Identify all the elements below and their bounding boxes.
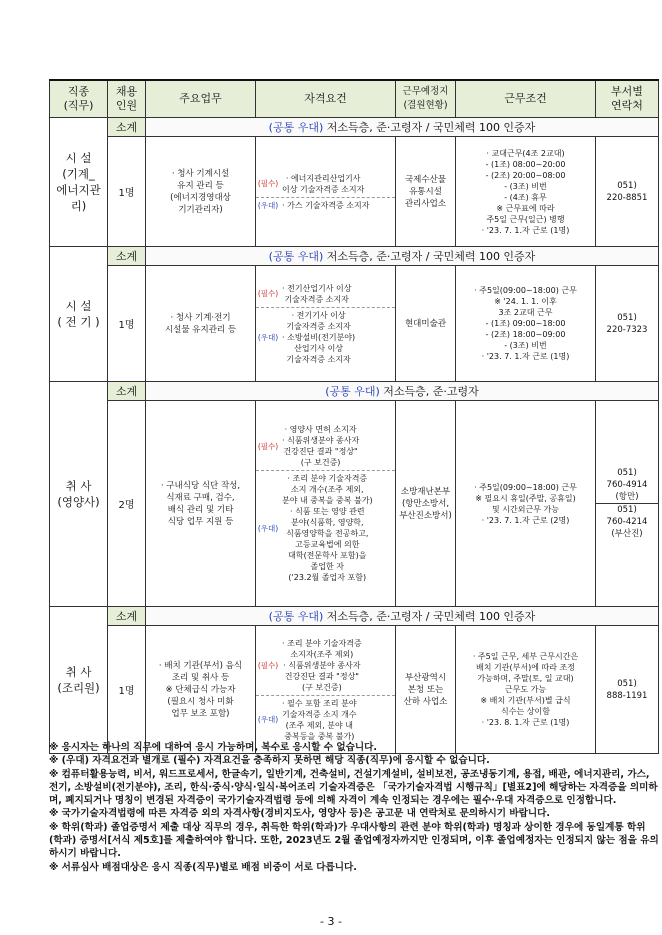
qualifications bbox=[256, 401, 396, 607]
work-location: 현대미술관 bbox=[396, 266, 456, 382]
preference-highlight: (공통 우대) bbox=[268, 250, 324, 263]
qualification-type: (필수) bbox=[257, 441, 279, 451]
job-name: 취 사 (조리원) bbox=[50, 607, 108, 754]
department-contact bbox=[596, 266, 659, 382]
contact-number: 051) 220-8851 bbox=[606, 180, 648, 203]
subtotal-label: 소계 bbox=[108, 607, 146, 626]
job-detail-row bbox=[50, 626, 659, 754]
headcount: 1명 bbox=[108, 266, 146, 382]
work-conditions: · 주5일(09:00~18:00) 근무 ※ '24. 1. 1. 이후 3조 2교대 근무 - (1조) 09:00~18:00 - (2조) 18:00~09:00 - (3조) 비번 · '23. 7. 1.자 근로 (1명) bbox=[456, 266, 596, 382]
preference-text: 저소득층, 준·고령자 / 국민체력 100 인증자 bbox=[323, 250, 536, 263]
preference-text: 저소득층, 준·고령자 / 국민체력 100 인증자 bbox=[323, 121, 536, 134]
header-contact: 부서별 연락처 bbox=[596, 80, 659, 118]
work-conditions: · 주5일(09:00~18:00) 근무 ※ 필요시 휴일(주말, 공휴일) 및 시간외근무 가능 · '23. 7. 1.자 근로 (2명) bbox=[456, 401, 596, 607]
notes-block bbox=[49, 741, 659, 874]
qualification-type: (우대) bbox=[257, 523, 279, 533]
qualification-text: · 영양사 면허 소지자 · 식품위생분야 종사자 건강진단 결과 "정상" (구 보건증) bbox=[282, 425, 360, 467]
job-detail-row bbox=[50, 137, 659, 247]
qualification-text: · 전기기사 이상 기술자격증 소지자 · 소방설비(전기분야) 산업기사 이상 기술자격증 소지자 bbox=[282, 310, 356, 364]
qualifications bbox=[256, 626, 396, 754]
subtotal-label: 소계 bbox=[108, 382, 146, 401]
subtotal-row bbox=[50, 247, 659, 266]
common-preference bbox=[146, 382, 659, 401]
preference-highlight: (공통 우대) bbox=[268, 610, 324, 623]
preference-text: 저소득층, 준·고령자 bbox=[379, 385, 479, 398]
preference-highlight: (공통 우대) bbox=[268, 121, 324, 134]
preference-highlight: (공통 우대) bbox=[325, 385, 380, 398]
qualification-type: (우대) bbox=[257, 200, 279, 210]
qualification-text: · 조리 분야 기술자격증 소지 개수(조주 제외, 분야 내 중복을 중복 불가) · 식품 또는 영양 관련 분야(식품학, 영양학, 식품영양학을 전공하고, 고등교육법에 의한 대학(전문학사 포함)을 졸업한 자 ('23.2월 졸업자 포함) bbox=[282, 474, 373, 582]
qualification-text: · 에너지관리산업기사 이상 기술자격증 소지자 bbox=[282, 173, 365, 194]
qualification-item bbox=[256, 471, 395, 585]
qualification-item bbox=[256, 198, 395, 213]
header-job: 직종 (직무) bbox=[50, 80, 108, 118]
main-duty: · 구내식당 식단 작성, 식재료 구매, 검수, 배식 관리 및 기타 식당 업무 지원 등 bbox=[146, 401, 256, 607]
qualification-item bbox=[256, 636, 395, 696]
job-name: 시 설 (기계_ 에너지관리) bbox=[50, 118, 108, 247]
department-contact bbox=[596, 401, 659, 607]
common-preference bbox=[146, 607, 659, 626]
note-item: ※ 컴퓨터활용능력, 비서, 워드프로세서, 한글속기, 일반기계, 건축설비, 건설기계설비, 설비보전, 공조냉동기계, 용접, 배관, 에너지관리, 가스, 전기, 소방설비(전기분야), 조리, 한식·중식·양식·일식·복어조리 기술자격증은 「국가기술자격법 시행규칙」[별표2]에 해당하는 자격증을 의미하며, 폐지되거나 명칭이 변경된 자격증이 국가기술자격법령 등에 의해 자격이 계속 인정되는 경우에는 필수·우대 자격증으로 인정합니다. bbox=[49, 768, 658, 807]
header-qual: 자격요건 bbox=[256, 80, 396, 118]
contact-number: 051) 220-7323 bbox=[606, 312, 648, 335]
work-conditions: · 교대근무(4조 2교대) - (1조) 08:00~20:00 - (2조) 20:00~08:00 - (3조) 비번 - (4조) 휴무 ※ 근무표에 따라 주5일 근무(일근) 병행 · '23. 7. 1.자 근로 (1명) bbox=[456, 137, 596, 247]
qualifications bbox=[256, 137, 396, 247]
header-condition: 근무조건 bbox=[456, 80, 596, 118]
header-duty: 주요업무 bbox=[146, 80, 256, 118]
subtotal-label: 소계 bbox=[108, 247, 146, 266]
work-conditions: · 주5일 근무, 세부 근무시간은 배치 기관(부서)에 따라 조정 가능하며, 주말(토, 일 교대) 근무도 가능 ※ 배치 기관(부서)별 급식 식수는 상이함 · '23. 8. 1.자 근로 (1명) bbox=[456, 626, 596, 754]
work-location: 부산광역시 본청 또는 산하 사업소 bbox=[396, 626, 456, 754]
qualification-type: (필수) bbox=[257, 660, 279, 670]
qualification-type: (우대) bbox=[257, 332, 279, 342]
job-detail-row bbox=[50, 401, 659, 607]
job-detail-row bbox=[50, 266, 659, 382]
job-name: 취 사 (영양사) bbox=[50, 382, 108, 607]
common-preference bbox=[146, 118, 659, 137]
headcount: 2명 bbox=[108, 401, 146, 607]
headcount: 1명 bbox=[108, 626, 146, 754]
job-table bbox=[49, 79, 659, 754]
main-duty: · 배치 기관(부서) 음식 조리 및 취사 등 ※ 단체급식 가능자 (필요시 청사 미화 업무 보조 포함) bbox=[146, 626, 256, 754]
note-item: ※ (우대) 자격요건과 별개로 (필수) 자격요건을 충족하지 못하면 해당 직종(직무)에 응시할 수 없습니다. bbox=[49, 755, 490, 767]
department-contact bbox=[596, 626, 659, 754]
headcount: 1명 bbox=[108, 137, 146, 247]
qualification-text: · 가스 기술자격증 소지자 bbox=[282, 200, 370, 210]
qualification-item bbox=[256, 696, 395, 744]
contact-number: 051) 760-4214 (부산진) bbox=[606, 505, 648, 539]
qualification-text: · 조리 분야 기술자격증 소지자(조주 제외) · 식품위생분야 종사자 건강진단 결과 "정상" (구 보건증) bbox=[282, 638, 362, 692]
qualification-text: · 필수 포함 조리 분야 기술자격증 소지 개수 (조주 제외, 분야 내 중복등을 중복 불가) bbox=[282, 698, 357, 741]
qualification-type: (우대) bbox=[257, 715, 279, 724]
main-duty: · 청사 기계·전기 시설물 유지관리 등 bbox=[146, 266, 256, 382]
preference-text: 저소득층, 준·고령자 / 국민체력 100 인증자 bbox=[323, 610, 536, 623]
work-location: 소방재난본부 (항만소방서, 부산진소방서) bbox=[396, 401, 456, 607]
note-item: ※ 서류심사 배점대상은 응시 직종(직무)별로 배점 비중이 서로 다릅니다. bbox=[49, 861, 357, 873]
subtotal-row bbox=[50, 607, 659, 626]
qualification-item bbox=[256, 171, 395, 198]
qualification-text: · 전기산업기사 이상 기술자격증 소지자 bbox=[282, 283, 352, 304]
contact-number: 051) 760-4914 (항만) bbox=[606, 468, 648, 502]
subtotal-label: 소계 bbox=[108, 118, 146, 137]
note-item: ※ 응시자는 하나의 직무에 대하여 응시 가능하며, 복수로 응시할 수 없습니다. bbox=[49, 742, 378, 753]
common-preference bbox=[146, 247, 659, 266]
qualification-type: (필수) bbox=[257, 289, 279, 298]
department-contact bbox=[596, 137, 659, 247]
subtotal-row bbox=[50, 118, 659, 137]
note-item: ※ 학위(학과) 졸업증명서 제출 대상 직무의 경우, 취득한 학위(학과)가 우대사항의 관련 분야 학위(학과) 명칭과 상이한 경우에 동일계통 학위(학과) 증명서[서식 제5호]를 제출하여야 합니다. 또한, 2023년도 2월 졸업예정자까지만 인정되며, 이후 졸업예정자는 인정되지 않는 점을 유의하시기 바랍니다. bbox=[49, 821, 659, 860]
qualification-item bbox=[256, 308, 395, 367]
main-duty: · 청사 기계시설 유지 관리 등 (에너지경영대상 기기관리자) bbox=[146, 137, 256, 247]
note-item: ※ 국가기술자격법령에 따른 자격증 외의 자격사항(경비지도사, 영양사 등)은 공고문 내 연락처로 문의하시기 바랍니다. bbox=[49, 808, 551, 820]
qualification-item bbox=[256, 422, 395, 471]
work-location: 국제수산물 유통시설 관리사업소 bbox=[396, 137, 456, 247]
subtotal-row bbox=[50, 382, 659, 401]
job-name: 시 설 ( 전 기 ) bbox=[50, 247, 108, 382]
qualifications bbox=[256, 266, 396, 382]
page-number: - 3 - bbox=[320, 915, 342, 928]
header-count: 채용 인원 bbox=[108, 80, 146, 118]
qualification-type: (필수) bbox=[257, 179, 279, 188]
contact-number: 051) 888-1191 bbox=[606, 678, 648, 701]
header-location: 근무예정지 (결원현황) bbox=[396, 80, 456, 118]
qualification-item bbox=[256, 281, 395, 308]
table-header-row bbox=[50, 80, 659, 118]
